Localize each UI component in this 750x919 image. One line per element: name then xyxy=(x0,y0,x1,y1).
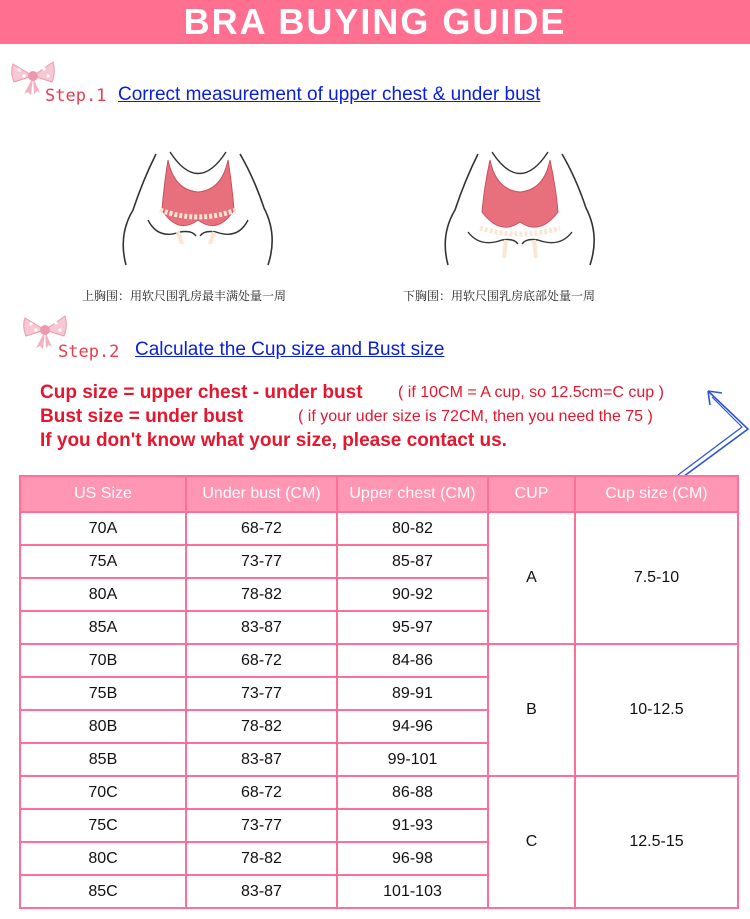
under-bust-cell: 68-72 xyxy=(186,512,337,545)
header-us-size: US Size xyxy=(20,476,186,512)
under-bust-cell: 83-87 xyxy=(186,611,337,644)
step-2-label: Step.2 xyxy=(58,342,120,362)
header-under-bust: Under bust (CM) xyxy=(186,476,337,512)
upper-chest-caption: 上胸围：用软尺围乳房最丰满处量一周 xyxy=(82,289,287,303)
upper-chest-cell: 84-86 xyxy=(337,644,488,677)
under-bust-cell: 78-82 xyxy=(186,710,337,743)
header-cup: CUP xyxy=(488,476,575,512)
page-title: BRA BUYING GUIDE xyxy=(183,1,567,42)
under-bust-cell: 68-72 xyxy=(186,644,337,677)
us-size-cell: 70A xyxy=(20,512,186,545)
upper-chest-cell: 94-96 xyxy=(337,710,488,743)
under-bust-cell: 78-82 xyxy=(186,842,337,875)
under-bust-cell: 68-72 xyxy=(186,776,337,809)
upper-chest-cell: 91-93 xyxy=(337,809,488,842)
table-row xyxy=(20,776,738,809)
under-bust-measure-illustration xyxy=(440,140,600,275)
us-size-cell: 70C xyxy=(20,776,186,809)
us-size-cell: 85C xyxy=(20,875,186,908)
cup-cell: C xyxy=(488,776,575,908)
upper-chest-cell: 85-87 xyxy=(337,545,488,578)
us-size-cell: 80A xyxy=(20,578,186,611)
cup-cell: A xyxy=(488,512,575,644)
us-size-cell: 80C xyxy=(20,842,186,875)
bust-size-note: ( if your uder size is 72CM, then you need the 75 ) xyxy=(298,408,653,425)
table-row xyxy=(20,644,738,677)
header-upper-chest: Upper chest (CM) xyxy=(337,476,488,512)
size-chart-table xyxy=(19,475,739,909)
upper-chest-cell: 96-98 xyxy=(337,842,488,875)
us-size-cell: 85B xyxy=(20,743,186,776)
cup-size-note: ( if 10CM = A cup, so 12.5cm=C cup ) xyxy=(398,384,664,401)
cup-size-cell: 10-12.5 xyxy=(575,644,738,776)
us-size-cell: 85A xyxy=(20,611,186,644)
upper-chest-cell: 90-92 xyxy=(337,578,488,611)
title-banner xyxy=(0,0,750,44)
header-cup-size: Cup size (CM) xyxy=(575,476,738,512)
under-bust-cell: 73-77 xyxy=(186,677,337,710)
table-row xyxy=(20,512,738,545)
under-bust-cell: 73-77 xyxy=(186,809,337,842)
upper-chest-cell: 80-82 xyxy=(337,512,488,545)
under-bust-caption: 下胸围：用软尺围乳房底部处量一周 xyxy=(403,289,596,303)
bust-size-formula: Bust size = under bust xyxy=(40,406,244,427)
us-size-cell: 75B xyxy=(20,677,186,710)
under-bust-cell: 83-87 xyxy=(186,875,337,908)
us-size-cell: 70B xyxy=(20,644,186,677)
upper-chest-cell: 101-103 xyxy=(337,875,488,908)
upper-chest-cell: 89-91 xyxy=(337,677,488,710)
under-bust-cell: 73-77 xyxy=(186,545,337,578)
under-bust-cell: 78-82 xyxy=(186,578,337,611)
step-1-label: Step.1 xyxy=(45,86,107,106)
cup-size-cell: 12.5-15 xyxy=(575,776,738,908)
cup-size-formula: Cup size = upper chest - under bust xyxy=(40,382,363,403)
upper-chest-measure-illustration xyxy=(118,140,278,275)
upper-chest-cell: 95-97 xyxy=(337,611,488,644)
upper-chest-cell: 99-101 xyxy=(337,743,488,776)
upper-chest-cell: 86-88 xyxy=(337,776,488,809)
us-size-cell: 80B xyxy=(20,710,186,743)
table-header-row xyxy=(20,476,738,512)
under-bust-cell: 83-87 xyxy=(186,743,337,776)
us-size-cell: 75C xyxy=(20,809,186,842)
contact-note: If you don't know what your size, please contact us. xyxy=(40,430,507,451)
cup-size-cell: 7.5-10 xyxy=(575,512,738,644)
cup-cell: B xyxy=(488,644,575,776)
us-size-cell: 75A xyxy=(20,545,186,578)
step-2-title: Calculate the Cup size and Bust size xyxy=(135,339,445,360)
step-1-title: Correct measurement of upper chest & under bust xyxy=(118,84,541,105)
